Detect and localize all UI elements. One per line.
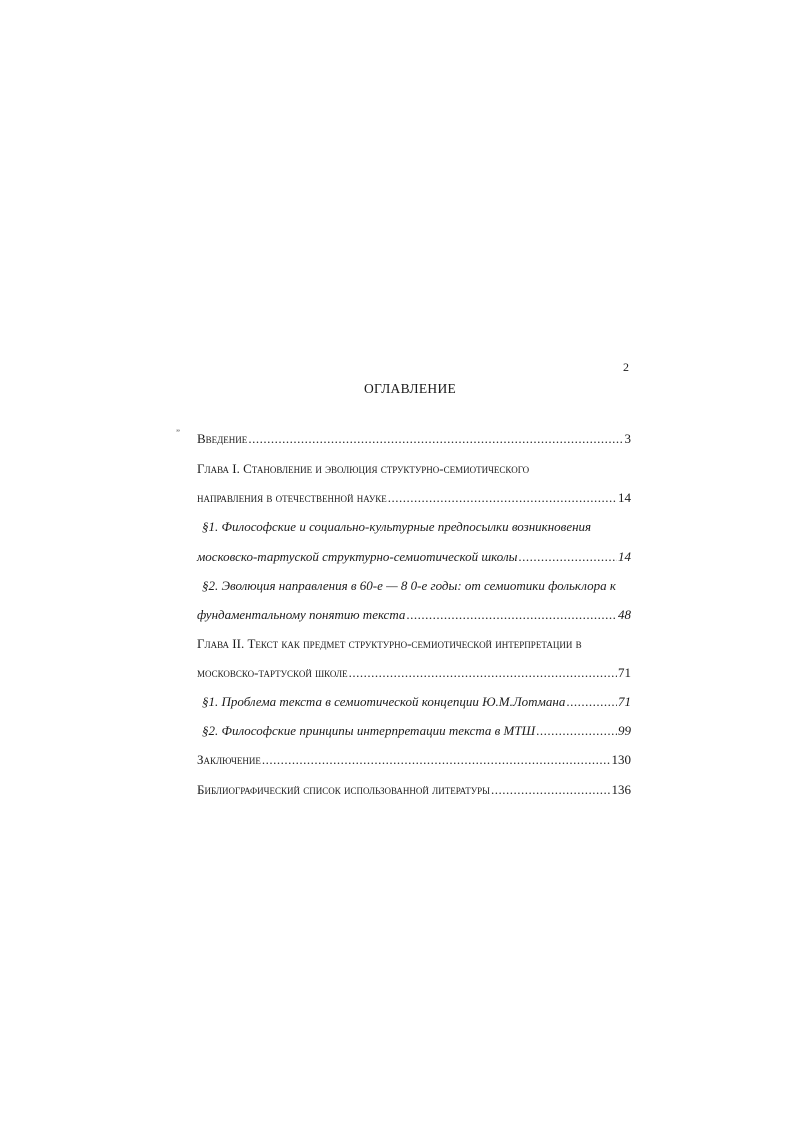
toc-entry-section-2-1 <box>202 693 631 711</box>
toc-entry-text: Библиографический список использованной литературы <box>197 782 491 797</box>
toc-entry-page: 14 <box>618 549 631 564</box>
toc-entry-text: Введение <box>197 431 248 446</box>
toc-entry-page: 3 <box>624 431 631 446</box>
toc-entry-chapter-1-line-1 <box>197 460 529 478</box>
toc-entry-text: §2. Философские принципы интерпретации текста в МТШ <box>202 723 536 738</box>
toc-leader-dots <box>262 751 611 769</box>
toc-entry-section-2-2 <box>202 722 631 740</box>
stray-mark: ” <box>176 428 180 438</box>
toc-leader-dots <box>566 693 617 711</box>
toc-entry-text: §2. Эволюция направления в 60-е — 8 0-е годы: от семиотики фольклора к <box>202 578 616 593</box>
toc-entry-page: 99 <box>618 723 631 738</box>
toc-entry-chapter-1-line-2 <box>197 489 631 507</box>
toc-entry-section-1-1-line-1 <box>202 518 591 536</box>
toc-entry-text: Глава II. Текст как предмет структурно-семиотической интерпретации в <box>197 636 582 651</box>
toc-entry-introduction <box>197 430 631 448</box>
toc-leader-dots <box>388 489 617 507</box>
toc-entry-text: направления в отечественной науке <box>197 490 387 505</box>
toc-leader-dots <box>491 781 610 799</box>
toc-entry-page: 48 <box>618 607 631 622</box>
toc-entry-text: московско-тартуской школе <box>197 665 348 680</box>
toc-entry-section-1-2-line-1 <box>202 577 616 595</box>
toc-entry-chapter-2-line-1 <box>197 635 582 653</box>
toc-entry-conclusion <box>197 751 631 769</box>
toc-entry-text: Заключение <box>197 752 261 767</box>
toc-entry-text: фундаментальному понятию текста <box>197 607 406 622</box>
toc-entry-bibliography <box>197 781 631 799</box>
toc-entry-text: §1. Проблема текста в семиотической концепции Ю.М.Лотмана <box>202 694 566 709</box>
toc-entry-text: Глава I. Становление и эволюция структурно-семиотического <box>197 461 530 476</box>
toc-entry-section-1-1-line-2 <box>197 548 631 566</box>
toc-entry-chapter-2-line-2 <box>197 664 631 682</box>
toc-entry-page: 71 <box>618 665 631 680</box>
toc-leader-dots <box>349 664 617 682</box>
toc-entry-text: §1. Философские и социально-культурные предпосылки возникновения <box>202 519 592 534</box>
toc-entry-page: 71 <box>618 694 631 709</box>
toc-leader-dots <box>406 606 617 624</box>
toc-title: ОГЛАВЛЕНИЕ <box>363 381 457 396</box>
toc-entry-page: 136 <box>611 782 631 797</box>
toc-entry-section-1-2-line-2 <box>197 606 631 624</box>
toc-leader-dots <box>248 430 623 448</box>
page-number: 2 <box>623 360 629 374</box>
toc-entry-page: 14 <box>618 490 631 505</box>
toc-leader-dots <box>536 722 617 740</box>
toc-entry-text: московско-тартуской структурно-семиотической школы <box>197 549 518 564</box>
toc-leader-dots <box>518 548 617 566</box>
toc-entry-page: 130 <box>611 752 631 767</box>
